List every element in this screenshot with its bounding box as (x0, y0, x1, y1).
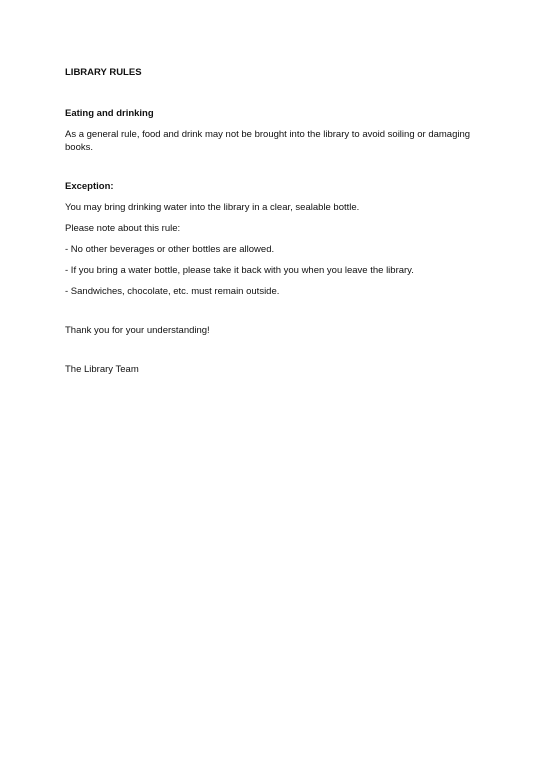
rule-item: - No other beverages or other bottles are allowed. (65, 244, 275, 255)
document-body (65, 66, 485, 376)
exception-heading: Exception: (65, 181, 114, 192)
rule-item: - Sandwiches, chocolate, etc. must remain outside. (65, 286, 280, 297)
note-intro: Please note about this rule: (65, 223, 181, 234)
signature: The Library Team (65, 364, 139, 375)
intro-paragraph: As a general rule, food and drink may not be brought into the library to avoid soiling or damaging books. (65, 129, 471, 153)
exception-paragraph: You may bring drinking water into the library in a clear, sealable bottle. (65, 202, 360, 213)
section-heading: Eating and drinking (65, 108, 154, 119)
document-title: LIBRARY RULES (65, 67, 142, 78)
thanks-line: Thank you for your understanding! (65, 325, 210, 336)
rule-item: - If you bring a water bottle, please take it back with you when you leave the library. (65, 265, 414, 276)
